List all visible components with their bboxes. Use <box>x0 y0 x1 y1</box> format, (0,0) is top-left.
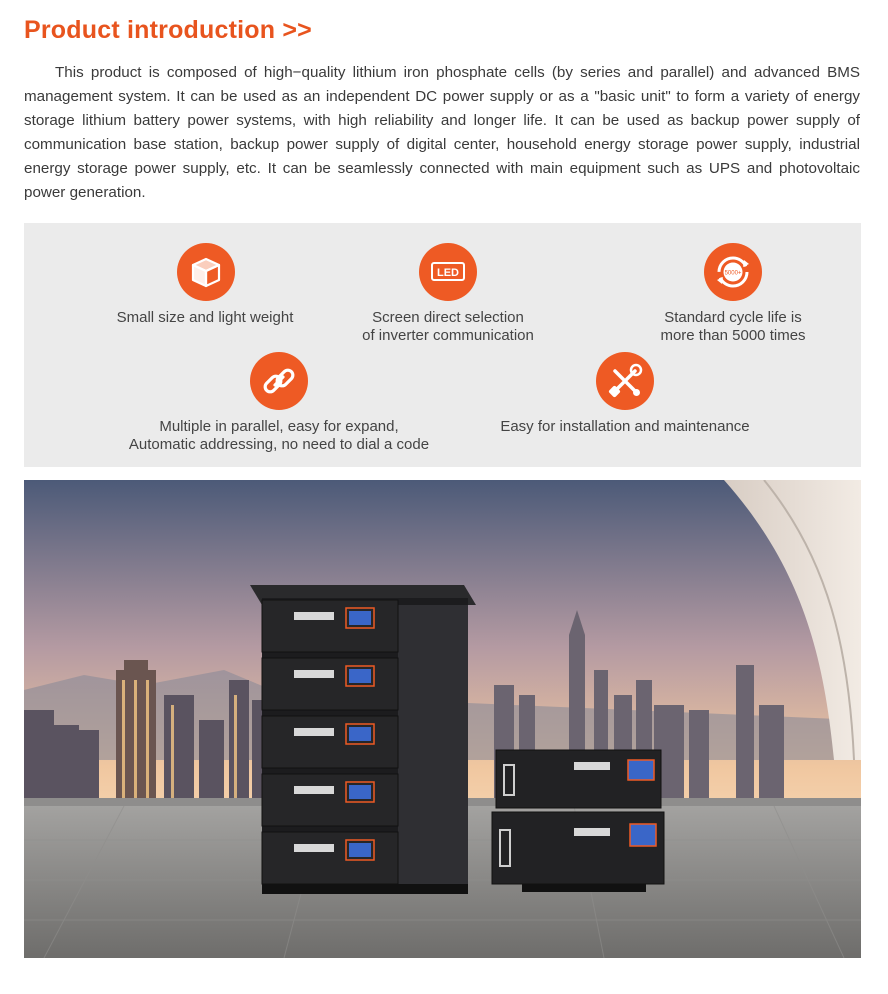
feature-label-screen <box>288 309 608 345</box>
feature-line: Easy for installation and maintenance <box>500 418 750 435</box>
section-title: Product introduction >> <box>24 16 312 44</box>
features-panel <box>24 223 861 467</box>
led-icon <box>419 243 477 301</box>
svg-text:LED: LED <box>437 267 459 279</box>
feature-label-cycle <box>573 309 888 345</box>
cube-icon <box>177 243 235 301</box>
feature-label-install <box>465 418 785 436</box>
feature-label-parallel <box>119 418 439 454</box>
feature-line: of inverter communication <box>362 327 534 344</box>
intro-paragraph: This product is composed of high−quality lithium iron phosphate cells (by series and parallel) and advanced BMS management system. It can be used as an independent DC power supply or as a "basic unit" to form a variety of energy storage lithium battery power systems, with high reliability and longer life. It can be used as backup power supply of communication base station, backup power supply of digital center, household energy storage power supply, industrial energy storage power supply, etc. It can be seamlessly connected with main equipment such as UPS and photovoltaic power generation. <box>24 64 860 201</box>
feature-line: Standard cycle life is <box>664 309 802 326</box>
svg-text:5000+: 5000+ <box>724 270 742 277</box>
tools-icon <box>596 352 654 410</box>
feature-line: Small size and light weight <box>116 309 294 326</box>
feature-line: Multiple in parallel, easy for expand, <box>159 418 399 435</box>
feature-line: Screen direct selection <box>372 309 524 326</box>
product-photo <box>24 480 861 958</box>
chain-link-icon <box>250 352 308 410</box>
feature-line: more than 5000 times <box>660 327 806 344</box>
feature-line: Automatic addressing, no need to dial a code <box>128 436 430 453</box>
cycle-icon <box>704 243 762 301</box>
